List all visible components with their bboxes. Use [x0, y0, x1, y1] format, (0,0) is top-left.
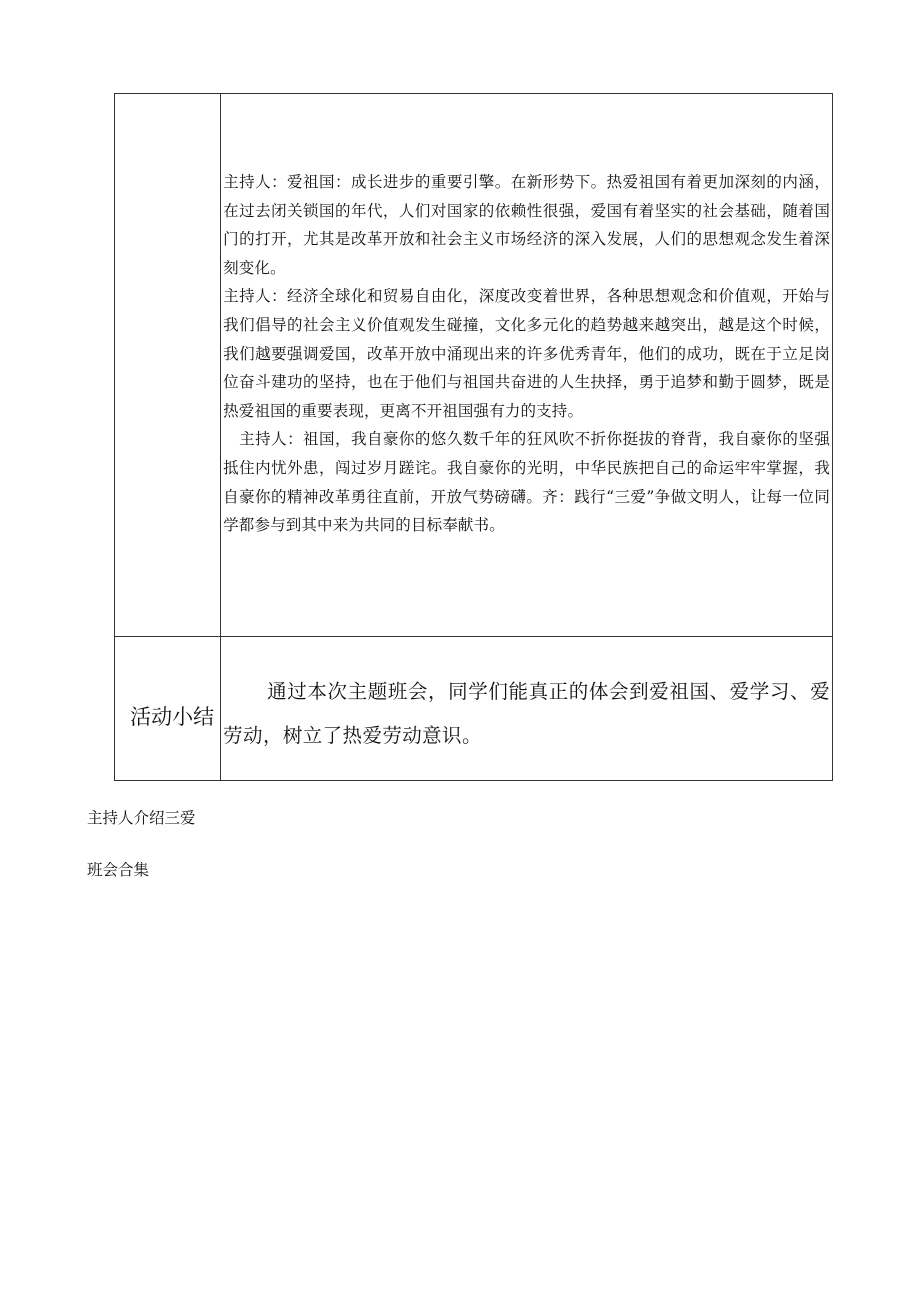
content-label-cell — [115, 94, 221, 637]
footer-line-1: 主持人介绍三爱 — [87, 809, 196, 827]
footer-line-2: 班会合集 — [87, 861, 150, 879]
activity-table — [114, 93, 833, 781]
summary-label: 活动小结 — [130, 704, 215, 729]
summary-cell — [221, 637, 833, 781]
host-paragraph-1: 主持人：爱祖国：成长进步的重要引擎。在新形势下。热爱祖国有着更加深刻的内涵，在过去闭关锁国的年代，人们对国家的依赖性很强，爱国有着坚实的社会基础，随着国门的打开，尤其是改革开放和社会主义市场经济的深入发展，人们的思想观念发生着深刻变化。 — [223, 173, 830, 277]
content-cell — [221, 94, 833, 637]
host-paragraph-2: 主持人：经济全球化和贸易自由化，深度改变着世界，各种思想观念和价值观，开始与我们倡导的社会主义价值观发生碰撞，文化多元化的趋势越来越突出，越是这个时候，我们越要强调爱国，改革开放中涌现出来的许多优秀青年，他们的成功，既在于立足岗位奋斗建功的坚持，也在于他们与祖国共奋进的人生抉择，勇于追梦和勤于圆梦，既是热爱祖国的重要表现，更离不开祖国强有力的支持。 — [223, 287, 830, 420]
summary-label-cell — [115, 637, 221, 781]
content-row — [115, 94, 833, 637]
summary-text: 通过本次主题班会，同学们能真正的体会到爱祖国、爱学习、爱劳动，树立了热爱劳动意识。 — [223, 679, 830, 747]
summary-row — [115, 637, 833, 781]
host-paragraph-3: 主持人：祖国，我自豪你的悠久数千年的狂风吹不折你挺拔的脊背，我自豪你的坚强抵住内忧外患，闯过岁月蹉诧。我自豪你的光明，中华民族把自己的命运牢牢掌握，我自豪你的精神改革勇往直前，开放气势磅礴。齐：践行“三爱”争做文明人，让每一位同学都参与到其中来为共同的目标奉献书。 — [223, 430, 830, 535]
